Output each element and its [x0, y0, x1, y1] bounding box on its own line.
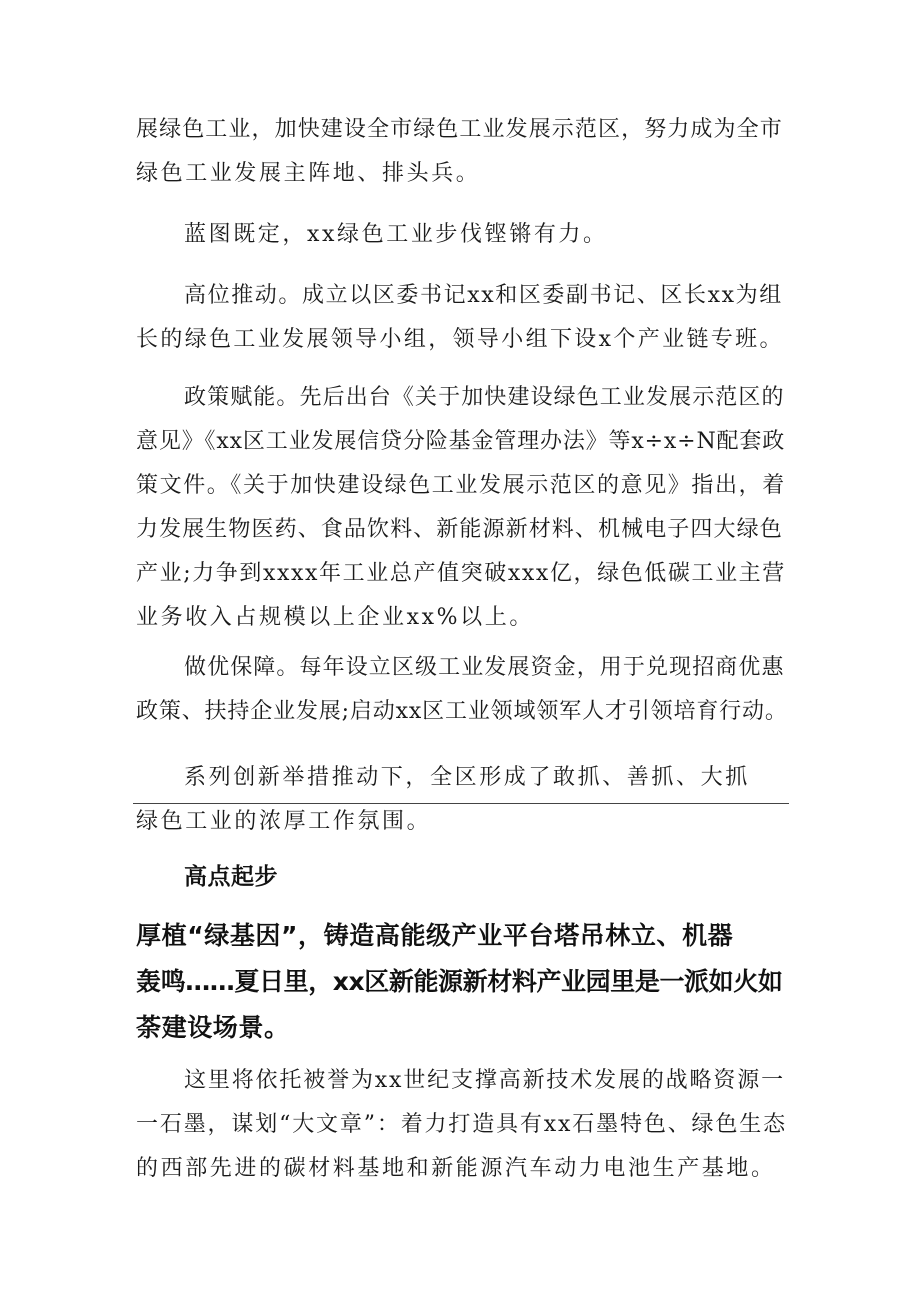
- text-line: 展绿色工业，加快建设全市绿色工业发展示范区，努力成为全市: [136, 117, 783, 142]
- text-line: 意见》《xx区工业发展信贷分险基金管理办法》等x÷x÷N配套政: [136, 429, 786, 454]
- bold-subheading: [136, 913, 788, 1051]
- text-line: 荼建设场景。: [136, 1013, 290, 1042]
- text-line: 产业;力争到xxxx年工业总产值突破xxx亿，绿色低碳工业主营: [136, 561, 786, 586]
- paragraph-graphite-base: [136, 1059, 788, 1191]
- text-line: 蓝图既定，xx绿色工业步伐铿锵有力。: [184, 222, 608, 247]
- text-line: 做优保障。每年设立区级工业发展资金，用于兑现招商优惠: [184, 655, 785, 680]
- text-line: 系列创新举措推动下，全区形成了敢抓、善抓、大抓: [184, 765, 750, 790]
- text-line: 这里将依托被誉为xx世纪支撑高新技术发展的战略资源一: [184, 1068, 785, 1093]
- section-heading: 高点起步: [184, 864, 278, 890]
- paragraph-high-level-push: [136, 274, 788, 362]
- text-line: 轰鸣……夏日里，xx区新能源新材料产业园里是一派如火如: [136, 967, 783, 996]
- text-line: 高位推动。成立以区委书记xx和区委副书记、区长xx为组: [184, 283, 783, 308]
- text-line: 绿色工业的浓厚工作氛围。: [136, 809, 432, 834]
- paragraph-blueprint: [136, 213, 788, 257]
- paragraph-green-industry-goal: [136, 108, 788, 196]
- paragraph-policy-empowerment: [136, 376, 788, 640]
- text-line: 绿色工业发展主阵地、排头兵。: [136, 161, 481, 186]
- text-line: 力发展生物医药、食品饮料、新能源新材料、机械电子四大绿色: [136, 517, 783, 542]
- paragraph-innovation-atmosphere: [136, 756, 788, 844]
- text-line: 厚植“绿基因”，铸造高能级产业平台塔吊林立、机器: [136, 921, 734, 950]
- text-line: 策文件。《关于加快建设绿色工业发展示范区的意见》指出，着: [136, 473, 786, 498]
- text-line: 政策、扶持企业发展;启动xx区工业领域领军人才引领培育行动。: [136, 699, 788, 724]
- paragraph-guarantee: [136, 646, 788, 734]
- text-line: 长的绿色工业发展领导小组，领导小组下设x个产业链专班。: [136, 327, 784, 352]
- text-line: 一石墨，谋划“大文章”：着力打造具有xx石墨特色、绿色生态: [136, 1112, 787, 1137]
- text-line: 的西部先进的碳材料基地和新能源汽车动力电池生产基地。: [136, 1156, 776, 1181]
- divider-line: [133, 803, 789, 804]
- text-line: 政策赋能。先后出台《关于加快建设绿色工业发展示范区的: [184, 385, 785, 410]
- text-line: 业务收入占规模以上企业xx%以上。: [136, 605, 534, 630]
